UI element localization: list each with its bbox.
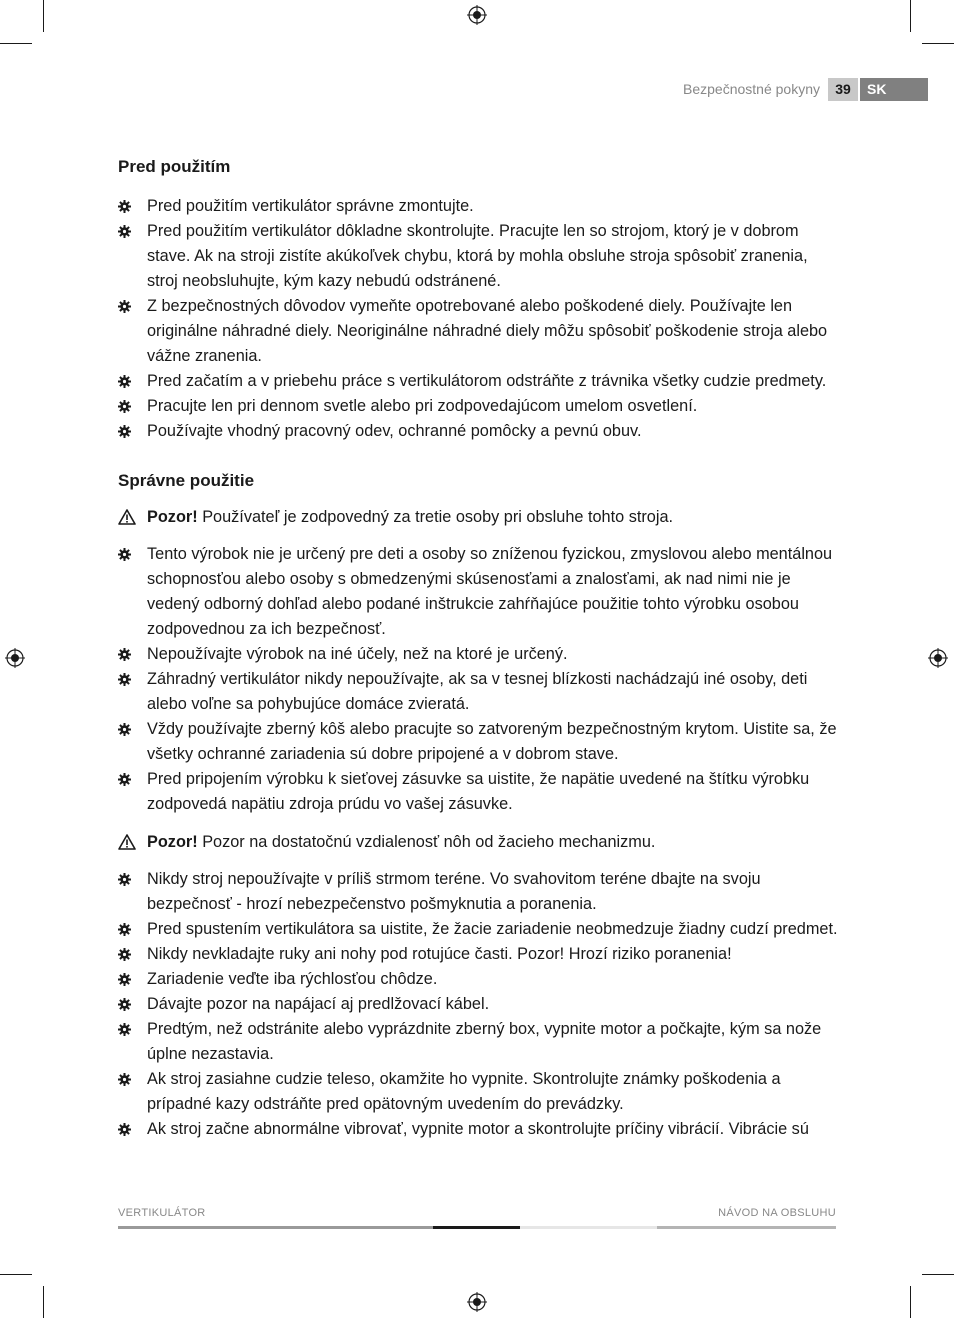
list-item xyxy=(118,992,838,1017)
bullet-list xyxy=(118,542,838,817)
list-item-text: Používajte vhodný pracovný odev, ochranné pomôcky a pevnú obuv. xyxy=(147,422,642,440)
list-item-text: Dávajte pozor na napájací aj predlžovací kábel. xyxy=(147,995,490,1013)
crop-mark xyxy=(922,43,954,44)
list-item-text: Zariadenie veďte iba rýchlosťou chôdze. xyxy=(147,970,438,988)
warning-note xyxy=(118,830,838,855)
list-item-text: Pred použitím vertikulátor správne zmontujte. xyxy=(147,197,474,215)
language-badge: SK xyxy=(860,78,928,101)
cog-bullet-icon xyxy=(118,998,131,1011)
cog-bullet-icon xyxy=(118,1073,131,1086)
crop-mark xyxy=(922,1274,954,1275)
cog-bullet-icon xyxy=(118,673,131,686)
footer-rule xyxy=(433,1226,520,1229)
list-item xyxy=(118,294,838,369)
list-item xyxy=(118,1117,838,1142)
list-item xyxy=(118,1067,838,1117)
list-item-text: Záhradný vertikulátor nikdy nepoužívajte, ak sa v tesnej blízkosti nachádzajú iné osoby, deti alebo voľne sa pohybujúce domáce zvieratá. xyxy=(147,670,808,713)
cog-bullet-icon xyxy=(118,425,131,438)
cog-bullet-icon xyxy=(118,873,131,886)
list-item xyxy=(118,419,838,444)
section-heading: Pred použitím xyxy=(118,157,231,176)
list-item-text: Tento výrobok nie je určený pre deti a osoby so zníženou fyzickou, zmyslovou alebo mentálnou schopnosťou alebo osoby s obmedzenými skúsenosťami a znalosťami, ak nad nimi nie je vedený odborný dohľad alebo podané inštrukcie zahŕňajúce použitie tohto výrobku osobou zodpovednou za ich bezpečnosť. xyxy=(147,545,833,638)
cog-bullet-icon xyxy=(118,648,131,661)
list-item-text: Nikdy stroj nepoužívajte v príliš strmom teréne. Vo svahovitom teréne dbajte na svoju bezpečnosť - hrozí nebezpečenstvo pošmyknutia a poranenia. xyxy=(147,870,761,913)
footer-rule xyxy=(657,1226,836,1229)
crop-mark xyxy=(43,1286,44,1318)
warning-note xyxy=(118,505,838,530)
cog-bullet-icon xyxy=(118,723,131,736)
cog-bullet-icon xyxy=(118,225,131,238)
section-heading: Správne použitie xyxy=(118,471,255,490)
list-item-text: Z bezpečnostných dôvodov vymeňte opotrebované alebo poškodené diely. Používajte len originálne náhradné diely. Neoriginálne náhradné diely môžu spôsobiť poškodenie stroja alebo vážne zranenia. xyxy=(147,297,828,365)
cog-bullet-icon xyxy=(118,200,131,213)
registration-mark-icon xyxy=(5,648,25,668)
cog-bullet-icon xyxy=(118,1023,131,1036)
page-number: 39 xyxy=(828,78,858,101)
list-item xyxy=(118,394,838,419)
cog-bullet-icon xyxy=(118,300,131,313)
footer-manual: NÁVOD NA OBSLUHU xyxy=(718,1207,836,1219)
list-item xyxy=(118,917,838,942)
list-item-text: Vždy používajte zberný kôš alebo pracujte so zatvoreným bezpečnostným krytom. Uistite sa, že všetky ochranné zariadenia sú dobre pripojené a v dobrom stave. xyxy=(147,720,837,763)
registration-mark-icon xyxy=(928,648,948,668)
list-item-text: Nepoužívajte výrobok na iné účely, než na ktoré je určený. xyxy=(147,645,568,663)
list-item-text: Pred spustením vertikulátora sa uistite, že žacie zariadenie neobmedzuje žiadny cudzí predmet. xyxy=(147,920,838,938)
crop-mark xyxy=(910,1286,911,1318)
cog-bullet-icon xyxy=(118,375,131,388)
list-item xyxy=(118,767,838,817)
cog-bullet-icon xyxy=(118,773,131,786)
crop-mark xyxy=(43,0,44,32)
warning-label: Pozor! xyxy=(147,833,198,851)
list-item xyxy=(118,717,838,767)
list-item-text: Pracujte len pri dennom svetle alebo pri zodpovedajúcom umelom osvetlení. xyxy=(147,397,698,415)
list-item-text: Pred pripojením výrobku k sieťovej zásuvke sa uistite, že napätie uvedené na štítku výrobku zodpovedá napätiu zdroja prúdu vo vašej zásuvke. xyxy=(147,770,810,813)
cog-bullet-icon xyxy=(118,948,131,961)
list-item-text: Predtým, než odstránite alebo vyprázdnite zberný box, vypnite motor a počkajte, kým sa nože úplne nezastavia. xyxy=(147,1020,822,1063)
page-content xyxy=(118,156,838,1142)
bullet-list xyxy=(118,194,838,444)
list-item xyxy=(118,942,838,967)
list-item xyxy=(118,194,838,219)
list-item xyxy=(118,642,838,667)
list-item xyxy=(118,867,838,917)
footer-rule xyxy=(520,1226,657,1229)
cog-bullet-icon xyxy=(118,973,131,986)
crop-mark xyxy=(910,0,911,32)
cog-bullet-icon xyxy=(118,548,131,561)
list-item xyxy=(118,219,838,294)
list-item xyxy=(118,369,838,394)
cog-bullet-icon xyxy=(118,923,131,936)
crop-mark xyxy=(0,43,32,44)
cog-bullet-icon xyxy=(118,1123,131,1136)
footer-product: VERTIKULÁTOR xyxy=(118,1207,206,1219)
list-item xyxy=(118,1017,838,1067)
list-item-text: Nikdy nevkladajte ruky ani nohy pod rotujúce časti. Pozor! Hrozí riziko poranenia! xyxy=(147,945,732,963)
list-item xyxy=(118,967,838,992)
list-item-text: Pred použitím vertikulátor dôkladne skontrolujte. Pracujte len so strojom, ktorý je v dobrom stave. Ak na stroji zistíte akúkoľvek chybu, ktorá by mohla obsluhe stroja spôsobiť zranenia, stroj neobsluhujte, kým kazy nebudú odstránené. xyxy=(147,222,808,290)
list-item-text: Pred začatím a v priebehu práce s vertikulátorom odstráňte z trávnika všetky cudzie predmety. xyxy=(147,372,827,390)
crop-mark xyxy=(0,1274,32,1275)
registration-mark-icon xyxy=(467,5,487,25)
list-item xyxy=(118,542,838,642)
list-item-text: Ak stroj zasiahne cudzie teleso, okamžite ho vypnite. Skontrolujte známky poškodenia a prípadné kazy odstráňte pred opätovným uvedením do prevádzky. xyxy=(147,1070,781,1113)
warning-text: Používateľ je zodpovedný za tretie osoby pri obsluhe tohto stroja. xyxy=(202,508,674,526)
footer-rule xyxy=(118,1226,433,1229)
bullet-list xyxy=(118,867,838,1142)
header-title: Bezpečnostné pokyny xyxy=(683,81,820,97)
list-item-text: Ak stroj začne abnormálne vibrovať, vypnite motor a skontrolujte príčiny vibrácií. Vibrácie sú xyxy=(147,1120,809,1138)
registration-mark-icon xyxy=(467,1292,487,1312)
warning-triangle-icon xyxy=(118,509,136,525)
cog-bullet-icon xyxy=(118,400,131,413)
list-item xyxy=(118,667,838,717)
warning-label: Pozor! xyxy=(147,508,198,526)
warning-text: Pozor na dostatočnú vzdialenosť nôh od žacieho mechanizmu. xyxy=(202,833,656,851)
warning-triangle-icon xyxy=(118,834,136,850)
